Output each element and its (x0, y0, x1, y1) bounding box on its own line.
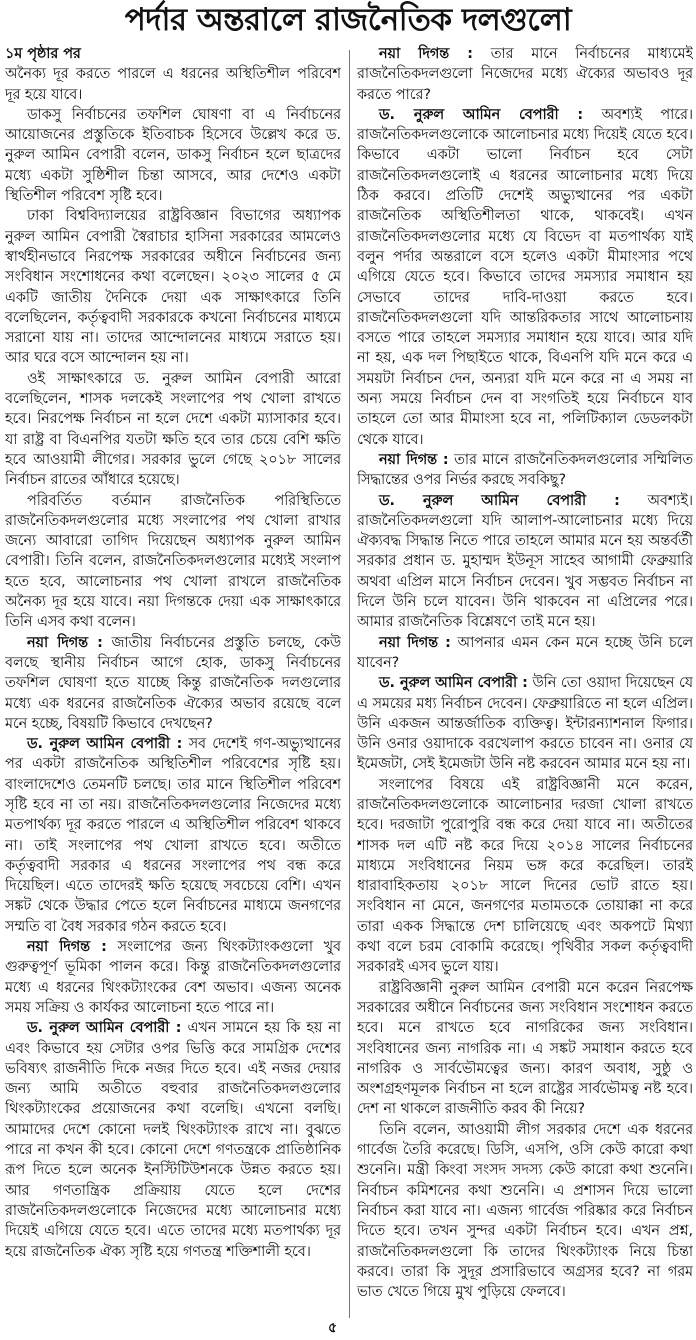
paragraph-3: ঢাকা বিশ্ববিদ্যালয়ের রাষ্ট্রবিজ্ঞান বিভাগের অধ্যাপক নুরুল আমিন বেপারী স্বৈরাচার হাসিনা সরকারের আমলেও স্বার্থহীনভাবে নিরপেক্ষ সরকারের অধীনে নির্বাচনের জন্য সংবিধান সংশোধনের কথা বলেছেন। ২০২৩ সালের ৫ মে একটি জাতীয় দৈনিকে দেয়া এক সাক্ষাৎকারে তিনি বলেছিলেন, কর্তৃত্ববাদী সরকারকে কখনো নির্বাচনের মাধ্যমে সরানো যায় না। তাদের আন্দোলনের মাধ্যমে সরাতে হয়। আর ঘরে বসে আন্দোলন হয় না। (5, 208, 341, 367)
speaker-label: ড. নুরুল আমিন বেপারী : (379, 675, 528, 692)
paragraph-2: ডাকসু নির্বাচনের তফশিল ঘোষণা বা এ নির্বাচনের আয়োজনের প্রস্তুতিকে ইতিবাচক হিসেবে উল্লেখ করে ড. নুরুল আমিন বেপারী বলেন, ডাকসু নির্বাচন হলে ছাত্রদের মধ্যে একটা সুষ্ঠিশীল চিন্তা আসবে, আর দেশেও একটা স্থিতিশীল পরিবেশ সৃষ্টি হবে। (5, 106, 341, 205)
answer-text: উনি তো ওয়াদা দিয়েছেন যে এ সময়ের মধ্য নির্বাচন দেবেন। ফেব্রুয়ারিতে না হলে এপ্রিল। উনি একজন আন্তর্জাতিক ব্যক্তিত্ব। ইন্টারন্যাশনাল ফিগার। উনি ওনার ওয়াদাকে বরখেলাপ করতে চাবেন না। ওনার যে ইমেজটা, সেই ইমেজটা উনি নষ্ট করবেন আমার মনে হয় না। (357, 675, 693, 773)
answer-text: সব দেশেই গণ-অভ্যুত্থানের পর একটা রাজনৈতিক অস্থিতিশীল পরিবেশের সৃষ্টি হয়। বাংলাদেশেও তেমনটি চলছে। তার মানে স্থিতিশীল পরিবেশ সৃষ্টি হবে না তা নয়। রাজনৈতিকদলগুলোর নিজেদের মধ্যে মতপার্থক্য দূর করতে পারলে এ অস্থিতিশীল পরিবেশ থাকবে না। তাই সংলাপের পথ খোলা রাখতে হবে। অতীতে কর্তৃত্ববাদী সরকার এ ধরনের সংলাপের পথ বন্ধ করে দিয়েছিল। এতে তাদেরই ক্ষতি হয়েছে সবচেয়ে বেশি। এখন সঙ্কট থেকে উদ্ধার পেতে হলে নির্বাচনের মাধ্যমে জনগণের সম্মতি বা বৈধ সরকার গঠন করতে হবে। (5, 736, 341, 935)
answer-text: অবশ্যই পারে। রাজনৈতিকদলগুলোকে আলোচনার মধ্যে দিয়েই যেতে হবে। কিভাবে একটা ভালো নির্বাচন হবে সেটা রাজনৈতিকদলগুলোই এ ধরনের আলোচনার মধ্যে দিয়ে ঠিক করবে। প্রতিটি দেশেই অভ্যুত্থানের পর একটা রাজনৈতিক অস্থিতিশীলতা থাকে, থাকবেই। এখন রাজনৈতিকদলগুলোর মধ্যে যে বিভেদ বা মতপার্থক্য যাই বলুন পর্দার অন্তরালে বসে হলেও একটা মীমাংসার পথে এগিয়ে যেতে হবে। কিভাবে তাদের সমস্যার সমাধান হয় সেভাবে তাদের দাবি-দাওয়া করতে হবে। রাজনৈতিকদলগুলো যদি আন্তরিকতার সাথে আলোচনায় বসতে পারে তাহলে সমস্যার সমাধান হয়ে যাবে। আর যদি না হয়, এক দল পিছাইতে থাকে, বিএনপি যদি মনে করে এ সময়টা নির্বাচন দেন, অন্যরা যদি মনে করে না এ সময় না অন্য সময়ে নির্বাচন দেন বা সংগতিই হয়ে নির্বাচনে যাব তাহলে তো আর মীমাংসা হবে না, পলিটিক্যাল ডেডলকটা থেকে যাবে। (357, 106, 693, 448)
question-1 (5, 633, 341, 734)
speaker-label: ড. নুরুল আমিন বেপারী : (379, 492, 620, 509)
speaker-label: নয়া দিগন্ত : (379, 634, 451, 651)
continuation-note: ১ম পৃষ্ঠার পর (5, 46, 81, 62)
answer-2 (5, 1018, 341, 1262)
question-2 (5, 937, 341, 1018)
answer-text: অবশ্যই। রাজনৈতিকদলগুলো যদি আলাপ-আলোচনার মধ্যে দিয়ে ঐক্যবদ্ধ সিদ্ধান্ত নিতে পারে তাহলে আমার মনে হয় অন্তর্বর্তী সরকার প্রধান ড. মুহাম্মদ ইউনূস সাহেব আগামী ফেব্রুয়ারি অথবা এপ্রিল মাসে নির্বাচন দেবেন। খুব সম্ভবত নির্বাচন না দিলে উনি চলে যাবেন। উনি থাকবেন না এপ্রিলের পরে। আমার রাজনৈতিক বিশ্লেষণে তাই মনে হয়। (357, 492, 693, 631)
question-5 (357, 633, 693, 674)
paragraph-6: সংলাপের বিষয়ে এই রাষ্ট্রবিজ্ঞানী মনে করেন, রাজনৈতিকদলগুলোকে আলোচনার দরজা খোলা রাখতে হবে। দরজাটা পুরোপুরি বন্ধ করে দেয়া যাবে না। অতীতের শাসক দল এটি নষ্ট করে দিয়ে ২০১৪ সালের নির্বাচনের মাধ্যমে সংবিধানের নিয়ম ভঙ্গ করে করেছিল। তারই ধারাবাহিকতায় ২০১৮ সালে দিনের ভোট রাতে হয়। সংবিধান না মেনে, জনগণের মতামতকে তোয়াক্কা না করে তারা একক সিদ্ধান্তে দেশ চালিয়েছে এবং অকপটে মিথ্যা কথা বলে চরম বোকামি করেছে। পৃথিবীর সকল কর্তৃত্ববাদী সরকারই এসব ভুলে যায়। (357, 776, 693, 976)
question-text: জাতীয় নির্বাচনের প্রস্তুতি চলছে, কেউ বলছে স্থানীয় নির্বাচন আগে হোক, ডাকসু নির্বাচনের তফশিল ঘোষণা হতে যাচ্ছে কিন্তু রাজনৈতিক দলগুলোর মধ্যে এক ধরনের রাজনৈতিক ঐক্যের অভাব রয়েছে বলে মনে হচ্ছে, বিষয়টি কিভাবে দেখছেন? (5, 634, 341, 732)
question-text: তার মানে নির্বাচনের মাধ্যমেই রাজনৈতিকদলগুলো নিজেদের মধ্যে ঐক্যের অভাবও দূর করতে পারে? (357, 46, 693, 103)
right-column (357, 44, 693, 1326)
question-text: তার মানে রাজনৈতিকদলগুলোর সম্মিলিত সিদ্ধান্তের ওপর নির্ভর করছে সবকিছু? (357, 451, 693, 489)
answer-5 (357, 673, 693, 774)
left-column (5, 44, 341, 1326)
column-divider (349, 50, 350, 1318)
speaker-label: নয়া দিগন্ত : (379, 451, 449, 468)
speaker-label: নয়া দিগন্ত : (27, 634, 103, 651)
speaker-label: ড. নুরুল আমিন বেপারী : (379, 106, 584, 123)
question-4 (357, 450, 693, 491)
paragraph-5: পরিবর্তিত বর্তমান রাজনৈতিক পরিস্থিতিতে রাজনৈতিকদলগুলোর মধ্যে সংলাপের পথ খোলা রাখার জন্যে আবারো তাগিদ দিয়েছেন অধ্যাপক নুরুল আমিন বেপারী। তিনি বলেন, রাজনৈতিকদলগুলোর মধ্যেই সংলাপ হতে হবে, আলোচনার পথ খোলা রাখলে রাজনৈতিক অনৈক্য দূর হয়ে যাবে। নয়া দিগন্তকে দেয়া এক সাক্ষাৎকারে তিনি এসব কথা বলেন। (5, 492, 341, 631)
question-3 (357, 44, 693, 105)
page-marker: ৫ (328, 1320, 338, 1336)
answer-1 (5, 734, 341, 937)
answer-3 (357, 105, 693, 450)
question-text: আপনার এমন কেন মনে হচ্ছে উনি চলে যাবেন? (357, 634, 693, 671)
paragraph-4: ওই সাক্ষাৎকারে ড. নুরুল আমিন বেপারী আরো বলেছিলেন, শাসক দলকেই সংলাপের পথ খোলা রাখতে হবে। নিরপেক্ষ নির্বাচন না হলে দেশে একটা ম্যাসাকার হবে। যা রাষ্ট্র বা বিএনপির যতটা ক্ষতি হবে তার চেয়ে বেশি ক্ষতি হবে আওয়ামী লীগের। সরকার ভুলে গেছে ২০১৮ সালের নির্বাচন রাতের আঁধারে হয়েছে। (5, 370, 341, 489)
answer-4 (357, 491, 693, 633)
speaker-label: ড. নুরুল আমিন বেপারী : (27, 736, 183, 753)
paragraph-7: রাষ্ট্রবিজ্ঞানী নুরুল আমিন বেপারী মনে করেন নিরপেক্ষ সরকারের অধীনে নির্বাচনের জন্য সংবিধান সংশোধন করতে হবে। মনে রাখতে হবে নাগরিকের জন্য সংবিধান। সংবিধানের জন্য নাগরিক না। এ সঙ্কট সমাধান করতে হবে নাগরিক ও সার্বভৌমত্বের জন্য। কারণ অবাধ, সুষ্ঠু ও অংশগ্রহণমূলক নির্বাচন না হলে রাষ্ট্রের সার্বভৌমত্ব নষ্ট হবে। দেশ না থাকলে রাজনীতি করব কী নিয়ে? (357, 979, 693, 1118)
speaker-label: ড. নুরুল আমিন বেপারী : (27, 1020, 182, 1037)
article-headline: পর্দার অন্তরালে রাজনৈতিক দলগুলো (124, 2, 572, 38)
paragraph-8: তিনি বলেন, আওয়ামী লীগ সরকার দেশে এক ধরনের গার্বেজ তৈরি করেছে। ডিসি, এসপি, ওসি কেউ কারো কথা শুনেনি। মন্ত্রী কিংবা সংসদ সদস্য কেউ কারো কথা শুনেনি। নির্বাচন কমিশনের কথা শুনেনি। এ প্রশাসন দিয়ে ভালো নির্বাচন করা যাবে না। এজন্য গার্বেজ পরিষ্কার করে নির্বাচন দিতে হবে। তখন সুন্দর একটা নির্বাচন হবে। এখন প্রশ্ন, রাজনৈতিকদলগুলো কি তাদের থিংকট্যাংক নিয়ে চিন্তা করবে। তারা কি সুদূর প্রসারিভাবে অগ্রসর হবে? না গরম ভাত খেতে গিয়ে মুখ পুড়িয়ে ফেলবে। (357, 1121, 693, 1301)
speaker-label: নয়া দিগন্ত : (379, 46, 473, 62)
paragraph-1: অনৈক্য দূর করতে পারলে এ ধরনের অস্থিতিশীল পরিবেশ দূর হয়ে যাবে। (5, 66, 341, 103)
question-text: সংলাপের জন্য থিংকট্যাংকগুলো খুব গুরুত্বপূর্ণ ভূমিকা পালন করে। কিন্তু রাজনৈতিকদলগুলোর মধ্যে এ ধরনের থিংকট্যাংকের বেশ অভাব। এজন্য অনেক সময় সক্রিয় ও কার্যকর আলোচনা হতে পারে না। (5, 939, 341, 1016)
answer-text: এখন সামনে হয় কি হয় না এবং কিভাবে হয় সেটার ওপর ভিত্তি করে সামগ্রিক দেশের ভবিষ্যৎ রাজনীতি দিকে নজর দিতে হবে। এই নজর দেয়ার জন্য আমি অতীতে বহুবার রাজনৈতিকদলগুলোর থিংকট্যাংকের প্রয়োজনের কথা বলেছি। এখনো বলছি। আমাদের দেশে কোনো দলই থিংকট্যাংক রাখে না। বুঝতে পারে না কখন কী হবে। কোনো দেশে গণতন্ত্রকে প্রাতিষ্ঠানিক রূপ দিতে হলে অনেক ইনস্টিটিউশনকে উন্নত করতে হয়। আর গণতান্ত্রিক প্রক্রিয়ায় যেতে হলে দেশের রাজনৈতিকদলগুলোকে নিজেদের মধ্যে আলোচনার মধ্যে দিয়েই এগিয়ে যেতে হবে। এতে তাদের মধ্যে মতপার্থক্য দূর হয়ে রাজনৈতিক ঐক্য সৃষ্টি হয়ে গণতন্ত্র শক্তিশালী হবে। (5, 1020, 341, 1260)
speaker-label: নয়া দিগন্ত : (27, 939, 107, 956)
